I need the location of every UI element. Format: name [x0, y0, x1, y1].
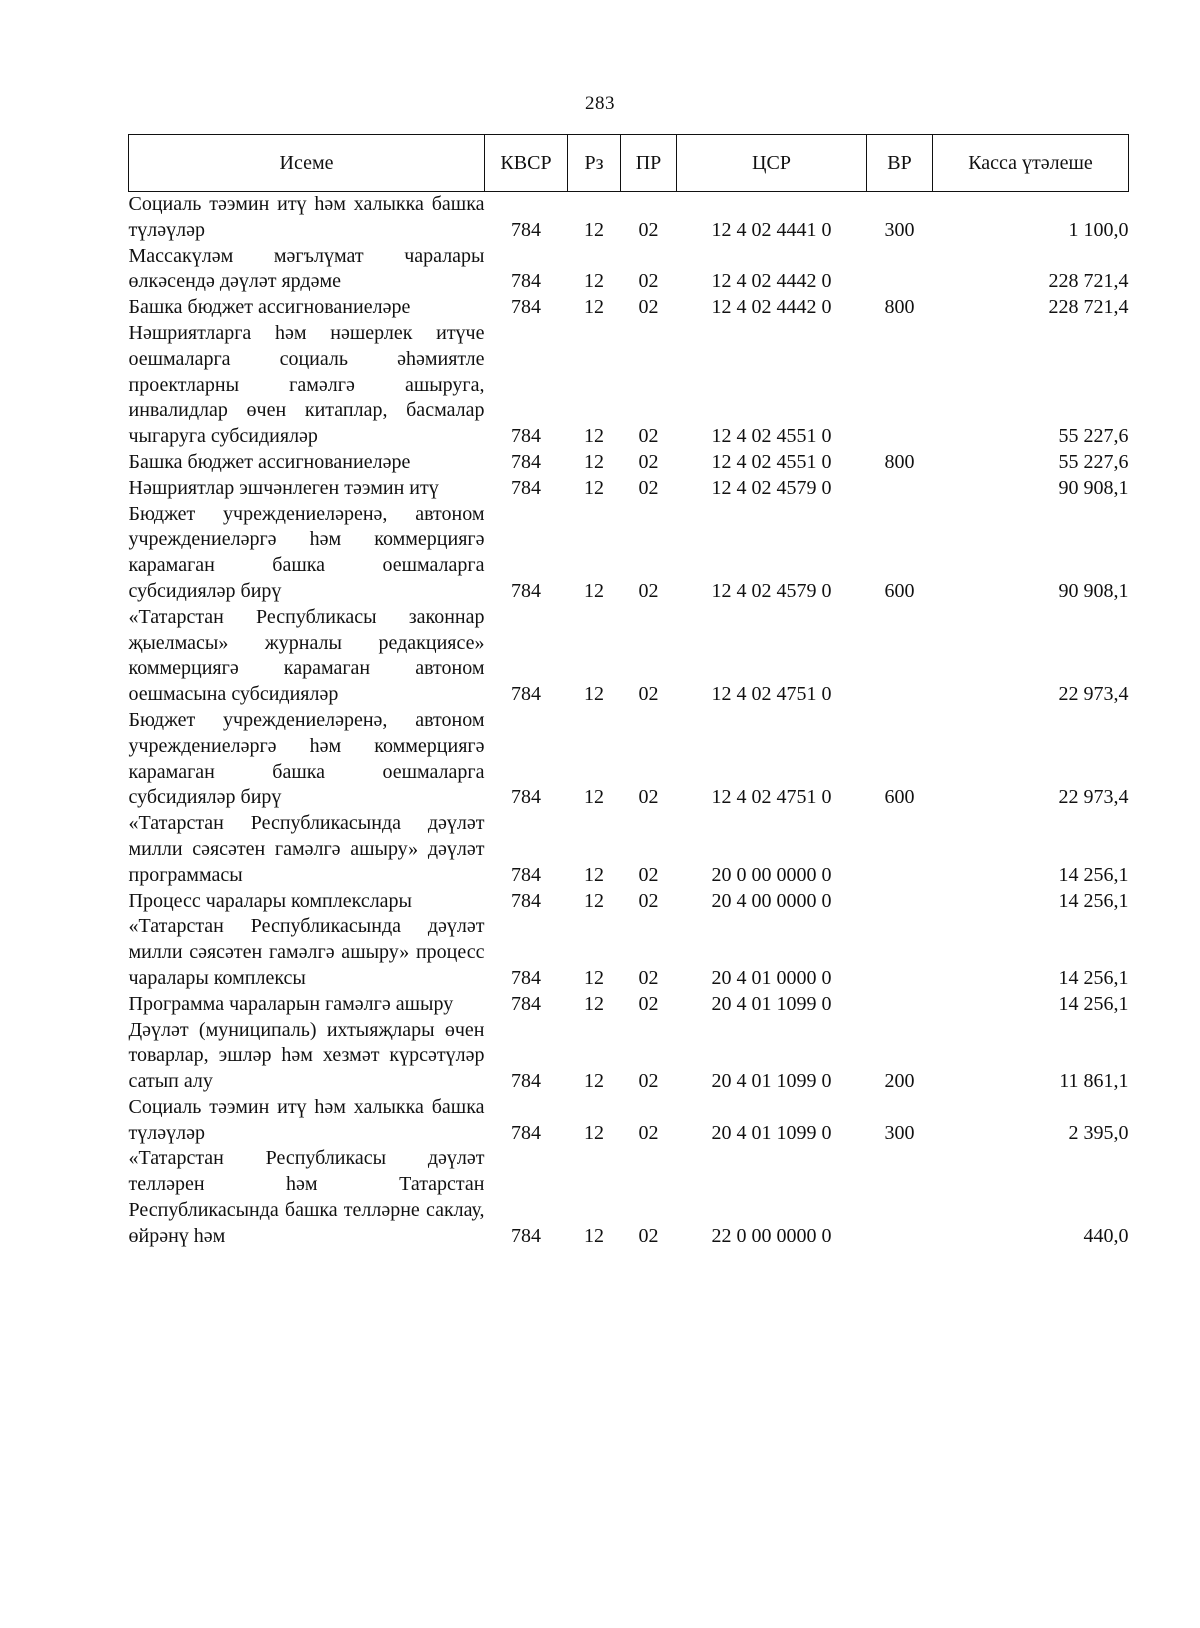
row-kvsr: 784: [511, 450, 541, 473]
row-amount: 14 256,1: [1058, 863, 1129, 886]
row-name: Процесс чаралары комплекслары: [128, 889, 412, 912]
row-pr: 02: [638, 296, 659, 319]
row-kvsr: 784: [511, 786, 541, 809]
table-row: [129, 889, 1129, 915]
row-rz: 12: [584, 476, 604, 499]
row-rz: 12: [584, 579, 604, 602]
row-name: Дәүләт (муниципаль) ихтыяҗлары өчен товарлар, эшләр һәм хезмәт күрсәтүләр сатып алу: [128, 1018, 485, 1093]
row-kvsr: 784: [511, 966, 541, 989]
row-name: Башка бюджет ассигнованиеләре: [128, 450, 411, 473]
row-name: «Татарстан Республикасы законнар җыелмасы» журналы редакциясе» коммерциягә карамаган автоном оешмасына субсидияләр: [128, 605, 485, 706]
row-pr: 02: [638, 889, 659, 912]
row-tsr: 12 4 02 4551 0: [711, 450, 832, 473]
row-name: Бюджет учреждениеләренә, автоном учреждениеләргә һәм коммерциягә карамаган башка оешмаларга субсидияләр бирү: [128, 502, 485, 602]
row-tsr: 12 4 02 4441 0: [711, 218, 832, 241]
row-rz: 12: [584, 218, 604, 241]
row-amount: 11 861,1: [1059, 1070, 1129, 1093]
row-tsr: 12 4 02 4442 0: [711, 270, 832, 293]
row-amount: 228 721,4: [1048, 296, 1129, 319]
row-pr: 02: [638, 992, 659, 1015]
table-row: [129, 914, 1129, 991]
row-pr: 02: [638, 786, 659, 809]
table-row: [129, 992, 1129, 1018]
row-kvsr: 784: [511, 579, 541, 602]
row-tsr: 12 4 02 4579 0: [711, 579, 832, 602]
row-kvsr: 784: [511, 1224, 541, 1247]
header-rz: Рз: [568, 135, 621, 192]
row-name: Массакүләм мәгълүмат чаралары өлкәсендә дәүләт ярдәме: [128, 244, 485, 293]
row-pr: 02: [638, 218, 659, 241]
row-pr: 02: [638, 1121, 659, 1144]
row-rz: 12: [584, 296, 604, 319]
header-tsr: ЦСР: [677, 135, 867, 192]
table-header-row: [129, 135, 1129, 192]
row-rz: 12: [584, 992, 604, 1015]
row-kvsr: 784: [511, 296, 541, 319]
table-row: [129, 295, 1129, 321]
page-number: 283: [585, 93, 615, 114]
table-row: [129, 502, 1129, 605]
row-pr: 02: [638, 863, 659, 886]
row-tsr: 12 4 02 4442 0: [711, 296, 832, 319]
table-row: [129, 811, 1129, 888]
row-rz: 12: [584, 270, 604, 293]
row-kvsr: 784: [511, 476, 541, 499]
row-pr: 02: [638, 476, 659, 499]
row-name: Нәшриятлар эшчәнлеген тәэмин итү: [128, 476, 439, 499]
row-rz: 12: [584, 1224, 604, 1247]
row-rz: 12: [584, 1121, 604, 1144]
row-kvsr: 784: [511, 992, 541, 1015]
table-row: [129, 450, 1129, 476]
table-row: [129, 1146, 1129, 1249]
table-body: [129, 192, 1129, 1250]
row-name: Социаль тәэмин итү һәм халыкка башка түләүләр: [128, 193, 485, 241]
table-row: [129, 708, 1129, 811]
row-vr: 800: [884, 296, 915, 319]
table-row: [129, 476, 1129, 502]
row-tsr: 20 4 01 1099 0: [711, 1121, 832, 1144]
row-rz: 12: [584, 1070, 604, 1093]
row-name: «Татарстан Республикасында дәүләт милли сәясәтен гамәлгә ашыру» процесс чаралары комплексы: [128, 915, 485, 989]
row-kvsr: 784: [511, 218, 541, 241]
row-pr: 02: [638, 450, 659, 473]
row-vr: [867, 476, 933, 502]
row-amount: 22 973,4: [1058, 683, 1129, 706]
row-vr: 300: [884, 1121, 915, 1144]
table-row: [129, 1018, 1129, 1095]
row-pr: 02: [638, 1070, 659, 1093]
row-vr: [867, 889, 933, 915]
row-rz: 12: [584, 683, 604, 706]
row-vr: [867, 321, 933, 450]
row-name: Программа чараларын гамәлгә ашыру: [128, 992, 454, 1015]
row-name: Социаль тәэмин итү һәм халыкка башка түләүләр: [128, 1095, 485, 1144]
row-kvsr: 784: [511, 1121, 541, 1144]
table-row: [129, 244, 1129, 296]
header-kassa: Касса үтәлеше: [933, 135, 1129, 192]
row-tsr: 22 0 00 0000 0: [711, 1224, 832, 1247]
row-name: Нәшриятларга һәм нәшерлек итүче оешмаларга социаль әһәмиятле проектларны гамәлгә ашыруга, инвалидлар өчен китаплар, басмалар чыгаруга субсидияләр: [128, 321, 485, 448]
row-vr: [867, 914, 933, 991]
row-amount: 14 256,1: [1058, 889, 1129, 912]
row-vr: [867, 244, 933, 296]
table-row: [129, 1095, 1129, 1147]
row-amount: 14 256,1: [1058, 992, 1129, 1015]
row-amount: 55 227,6: [1058, 425, 1129, 448]
table-row: [129, 321, 1129, 450]
row-vr: [867, 605, 933, 708]
row-tsr: 20 4 01 1099 0: [711, 1070, 832, 1093]
row-rz: 12: [584, 450, 604, 473]
row-amount: 22 973,4: [1058, 786, 1129, 809]
row-amount: 2 395,0: [1068, 1121, 1129, 1144]
row-name: «Татарстан Республикасы дәүләт телләрен һәм Татарстан Республикасында башка телләрне саклау, өйрәнү һәм: [128, 1147, 485, 1247]
row-pr: 02: [638, 966, 659, 989]
row-kvsr: 784: [511, 425, 541, 448]
row-name: Бюджет учреждениеләренә, автоном учреждениеләргә һәм коммерциягә карамаган башка оешмаларга субсидияләр бирү: [128, 708, 485, 809]
table-row: [129, 605, 1129, 708]
row-vr: 600: [884, 786, 915, 809]
row-vr: 300: [884, 218, 915, 241]
row-name: Башка бюджет ассигнованиеләре: [128, 296, 411, 319]
row-vr: 200: [884, 1070, 915, 1093]
budget-table: [128, 134, 1129, 1250]
row-vr: [867, 992, 933, 1018]
row-name: «Татарстан Республикасында дәүләт милли сәясәтен гамәлгә ашыру» дәүләт программасы: [128, 812, 485, 886]
row-tsr: 20 0 00 0000 0: [711, 863, 832, 886]
row-pr: 02: [638, 1224, 659, 1247]
table-row: [129, 192, 1129, 244]
row-pr: 02: [638, 425, 659, 448]
row-rz: 12: [584, 966, 604, 989]
row-rz: 12: [584, 889, 604, 912]
row-pr: 02: [638, 270, 659, 293]
row-tsr: 20 4 01 1099 0: [711, 992, 832, 1015]
row-rz: 12: [584, 425, 604, 448]
row-amount: 55 227,6: [1058, 450, 1129, 473]
row-amount: 90 908,1: [1058, 476, 1129, 499]
row-vr: 800: [884, 450, 915, 473]
header-vr: ВР: [867, 135, 933, 192]
row-tsr: 12 4 02 4751 0: [711, 683, 832, 706]
row-kvsr: 784: [511, 683, 541, 706]
row-amount: 228 721,4: [1048, 270, 1129, 293]
row-tsr: 20 4 00 0000 0: [711, 889, 832, 912]
row-tsr: 20 4 01 0000 0: [711, 966, 832, 989]
row-kvsr: 784: [511, 270, 541, 293]
row-amount: 1 100,0: [1068, 218, 1129, 241]
header-pr: ПР: [621, 135, 677, 192]
row-vr: [867, 1146, 933, 1249]
row-rz: 12: [584, 863, 604, 886]
row-pr: 02: [638, 683, 659, 706]
header-kvsr: КВСР: [485, 135, 568, 192]
row-tsr: 12 4 02 4551 0: [711, 425, 832, 448]
row-pr: 02: [638, 579, 659, 602]
header-name: Исеме: [129, 135, 485, 192]
row-amount: 90 908,1: [1058, 579, 1129, 602]
row-tsr: 12 4 02 4579 0: [711, 476, 832, 499]
row-tsr: 12 4 02 4751 0: [711, 786, 832, 809]
row-amount: 14 256,1: [1058, 966, 1129, 989]
row-vr: [867, 811, 933, 888]
row-kvsr: 784: [511, 863, 541, 886]
row-rz: 12: [584, 786, 604, 809]
row-amount: 440,0: [1083, 1224, 1129, 1247]
row-vr: 600: [884, 579, 915, 602]
row-kvsr: 784: [511, 1070, 541, 1093]
row-kvsr: 784: [511, 889, 541, 912]
